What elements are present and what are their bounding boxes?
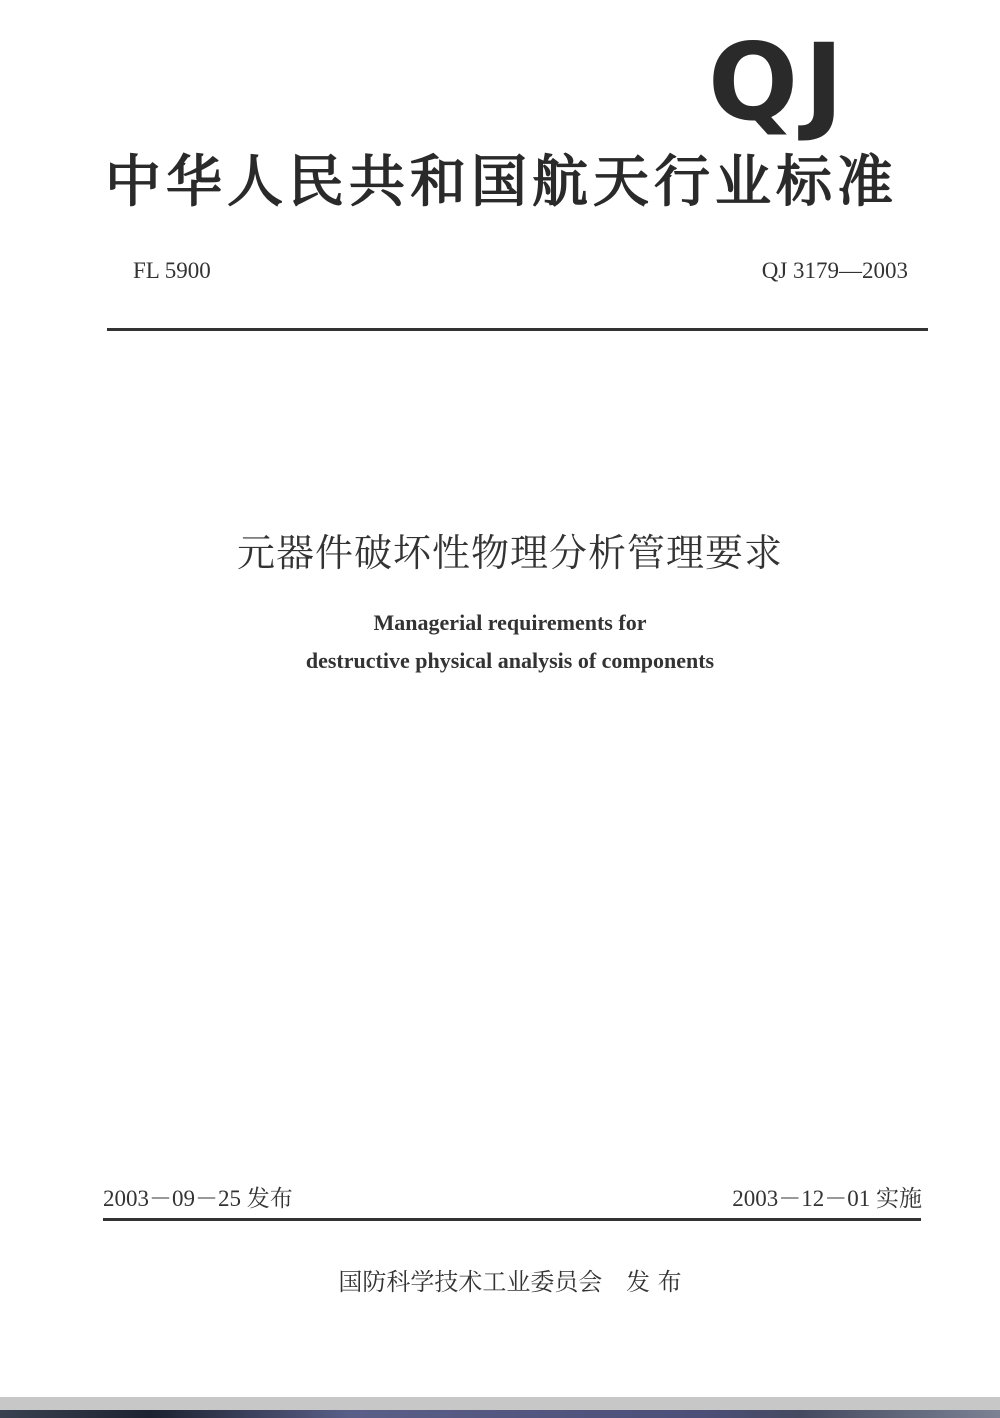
implementation-date: 2003－12－01 实施: [732, 1186, 922, 1211]
classification-number: FL 5900: [133, 258, 211, 283]
publisher-name: 国防科学技术工业委员会: [338, 1268, 603, 1296]
footer-divider: [103, 1218, 921, 1221]
page-bottom-edge: [0, 1397, 1000, 1410]
national-standard-heading: 中华人民共和国航天行业标准: [105, 150, 898, 215]
header-divider: [107, 328, 928, 331]
publish-word: 发 布: [626, 1268, 682, 1296]
title-english-line2: destructive physical analysis of components: [305, 648, 715, 673]
title-chinese: 元器件破坏性物理分析管理要求: [236, 531, 783, 575]
issue-date: 2003－09－25 发布: [103, 1186, 293, 1211]
standard-code: QJ 3179—2003: [761, 258, 908, 283]
desktop-background-strip: [0, 1410, 1000, 1418]
title-english-line1: Managerial requirements for: [373, 610, 647, 635]
publisher: [0, 1262, 1000, 1297]
qj-logo: QJ: [708, 21, 850, 144]
